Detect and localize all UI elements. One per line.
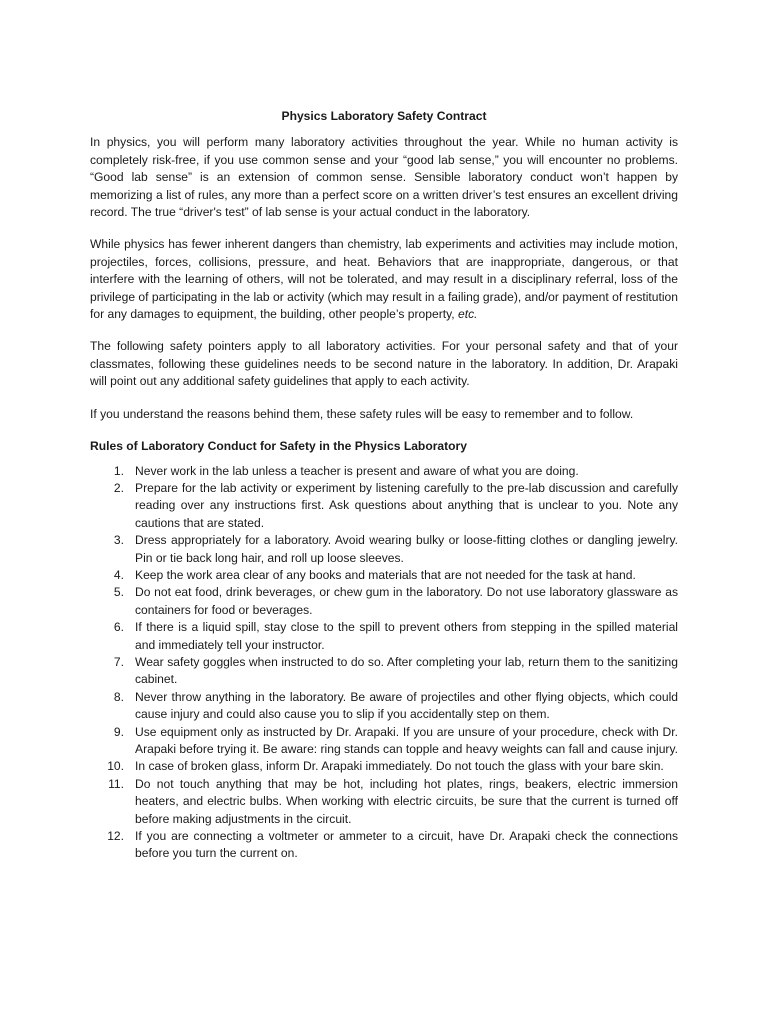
rule-text: Wear safety goggles when instructed to do so. After completing your lab, return them to the sanitizing cabinet. xyxy=(135,654,678,687)
reasons-paragraph: If you understand the reasons behind them, these safety rules will be easy to remember and to follow. xyxy=(90,406,634,421)
rule-text: Do not eat food, drink beverages, or chew gum in the laboratory. Do not use laboratory glassware as containers for food or beverages. xyxy=(135,585,678,617)
rule-text: If there is a liquid spill, stay close to the spill to prevent others from stepping in the spilled material and immediately tell your instructor. xyxy=(135,620,678,652)
rule-number: 7. xyxy=(113,654,124,669)
rule-number: 11. xyxy=(108,776,124,791)
rule-number: 9. xyxy=(113,724,124,739)
rule-number: 6. xyxy=(113,620,124,635)
rule-text: Do not touch anything that may be hot, including hot plates, rings, beakers, electric immersion heaters, and electric bulbs. When working with electric circuits, be sure that the current is turned off before making adjustments in the circuit. xyxy=(135,776,678,826)
rule-item xyxy=(90,567,678,584)
document-title: Physics Laboratory Safety Contract xyxy=(281,109,487,123)
rule-item xyxy=(90,828,678,863)
rule-item xyxy=(90,776,678,828)
behavior-paragraph-text: While physics has fewer inherent dangers than chemistry, lab experiments and activities may include motion, projectiles, forces, collisions, pressure, and heat. Behaviors that are inappropriate, dangerous, or that interfere with the learning of others, will not be tolerated, and may result in a disciplinary referral, loss of the privilege of participating in the lab or activity (which may result in a failing grade), and/or payment of restitution for any damages to equipment, the building, other people’s property, xyxy=(90,237,678,322)
rule-item xyxy=(90,724,678,759)
rule-number: 3. xyxy=(113,533,124,548)
document-page xyxy=(90,108,678,863)
rule-item xyxy=(90,584,678,619)
rule-text: Prepare for the lab activity or experiment by listening carefully to the pre-lab discussion and carefully reading over any instructions first. Ask questions about anything that is unclear to you. Note any cautions that are stated. xyxy=(135,480,678,530)
rules-heading: Rules of Laboratory Conduct for Safety in the Physics Laboratory xyxy=(90,439,467,454)
safety-pointers-paragraph: The following safety pointers apply to all laboratory activities. For your personal safety and that of your classmates, following these guidelines needs to be second nature in the laboratory. In addition, Dr. Arapaki will point out any additional safety guidelines that apply to each activity. xyxy=(90,339,678,389)
rule-text: Use equipment only as instructed by Dr. Arapaki. If you are unsure of your procedure, check with Dr. Arapaki before trying it. Be aware: ring stands can topple and heavy weights can fall and cause injury. xyxy=(135,724,678,756)
rule-text: In case of broken glass, inform Dr. Arapaki immediately. Do not touch the glass with your bare skin. xyxy=(135,759,664,774)
rule-number: 5. xyxy=(113,585,124,600)
rule-number: 10. xyxy=(107,759,124,774)
rule-number: 12. xyxy=(107,829,124,844)
rule-text: If you are connecting a voltmeter or ammeter to a circuit, have Dr. Arapaki check the connections before you turn the current on. xyxy=(135,829,678,861)
rule-item xyxy=(90,480,678,532)
rule-item xyxy=(90,758,678,775)
rule-text: Dress appropriately for a laboratory. Avoid wearing bulky or loose-fitting clothes or dangling jewelry. Pin or tie back long hair, and roll up loose sleeves. xyxy=(135,533,678,565)
rule-number: 1. xyxy=(113,463,124,478)
rule-text: Never throw anything in the laboratory. Be aware of projectiles and other flying objects, which could cause injury and could also cause you to slip if you accidentally step on them. xyxy=(135,689,678,722)
behavior-paragraph-etc: etc. xyxy=(457,307,478,322)
intro-paragraph: In physics, you will perform many laboratory activities throughout the year. While no human activity is completely risk-free, if you use common sense and your “good lab sense,” you will encounter no problems. “Good lab sense” is an extension of common sense. Sensible laboratory conduct won’t happen by memorizing a list of rules, any more than a perfect score on a written driver’s test ensures an excellent driving record. The true “driver's test” of lab sense is your actual conduct in the laboratory. xyxy=(90,135,678,220)
rule-number: 4. xyxy=(113,567,124,582)
rule-number: 2. xyxy=(113,480,124,495)
rule-text: Keep the work area clear of any books and materials that are not needed for the task at hand. xyxy=(135,567,636,582)
rule-number: 8. xyxy=(113,689,124,704)
rules-list xyxy=(90,463,678,863)
behavior-paragraph xyxy=(90,236,678,323)
rule-item xyxy=(90,654,678,689)
rule-item xyxy=(90,532,678,567)
rule-item xyxy=(90,463,678,480)
rule-text: Never work in the lab unless a teacher is present and aware of what you are doing. xyxy=(135,463,579,478)
rule-item xyxy=(90,689,678,724)
rule-item xyxy=(90,619,678,654)
